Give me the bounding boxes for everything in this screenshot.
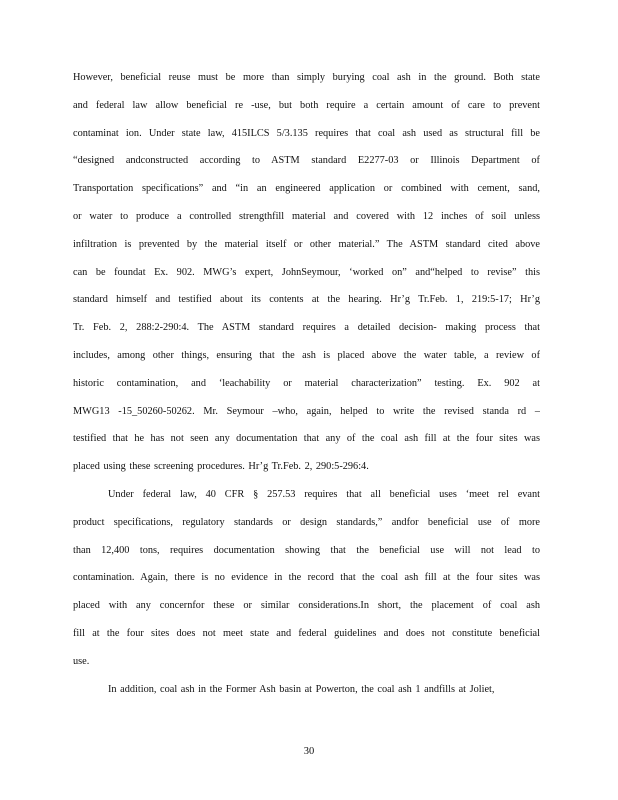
text-line: use. (73, 655, 90, 667)
text-line: placed with any concernfor these or similar considerations.In short, the placement of coal ash (73, 600, 540, 612)
page-number: 30 (303, 746, 315, 757)
text-line: placed using these screening procedures. Hr’g Tr.Feb. 2, 290:5-296:4. (73, 461, 369, 473)
text-line: Under federal law, 40 CFR § 257.53 requires that all beneficial uses ‘meet rel evant (108, 488, 540, 500)
text-line: historic contamination, and ‘leachability or material characterization” testing. Ex. 902 at (73, 377, 540, 389)
text-line: testified that he has not seen any documentation that any of the coal ash fill at the four sites was (73, 433, 540, 445)
text-line: Tr. Feb. 2, 288:2-290:4. The ASTM standard requires a detailed decision- making process that (73, 322, 540, 334)
text-line: can be foundat Ex. 902. MWG’s expert, JohnSeymour, ‘worked on” and“helped to revise” this (73, 266, 540, 278)
text-line: infiltration is prevented by the material itself or other material.” The ASTM standard cited above (73, 238, 540, 250)
text-line: “designed andconstructed according to ASTM standard E2277-03 or Illinois Department of (73, 155, 540, 167)
text-line: standard himself and testified about its contents at the hearing. Hr’g Tr.Feb. 1, 219:5-17; Hr’g (73, 294, 540, 306)
text-line: includes, among other things, ensuring that the ash is placed above the water table, a review of (73, 349, 540, 361)
text-line: or water to produce a controlled strengthfill material and covered with 12 inches of soil unless (73, 210, 540, 222)
paragraph (73, 481, 540, 676)
text-line: MWG13 -15_50260-50262. Mr. Seymour –who, again, helped to write the revised standa rd – (73, 405, 540, 417)
text-line: Transportation specifications” and “in an engineered application or combined with cement, sand, (73, 183, 540, 195)
text-line: fill at the four sites does not meet state and federal guidelines and does not constitute beneficial (73, 627, 540, 639)
text-line: contaminat ion. Under state law, 415ILCS 5/3.135 requires that coal ash used as structural fill be (73, 127, 540, 139)
body-text (73, 64, 540, 703)
text-line: In addition, coal ash in the Former Ash basin at Powerton, the coal ash 1 andfills at Joliet, (108, 683, 495, 695)
text-line: than 12,400 tons, requires documentation showing that the beneficial use will not lead to (73, 544, 540, 556)
text-line: contamination. Again, there is no evidence in the record that the coal ash fill at the four sites was (73, 572, 540, 584)
paragraph (73, 676, 540, 704)
text-line: product specifications, regulatory standards or design standards,” andfor beneficial use of more (73, 516, 540, 528)
text-line: However, beneficial reuse must be more than simply burying coal ash in the ground. Both state (73, 72, 540, 83)
text-line: and federal law allow beneficial re -use, but both require a certain amount of care to prevent (73, 99, 540, 111)
paragraph (73, 64, 540, 481)
